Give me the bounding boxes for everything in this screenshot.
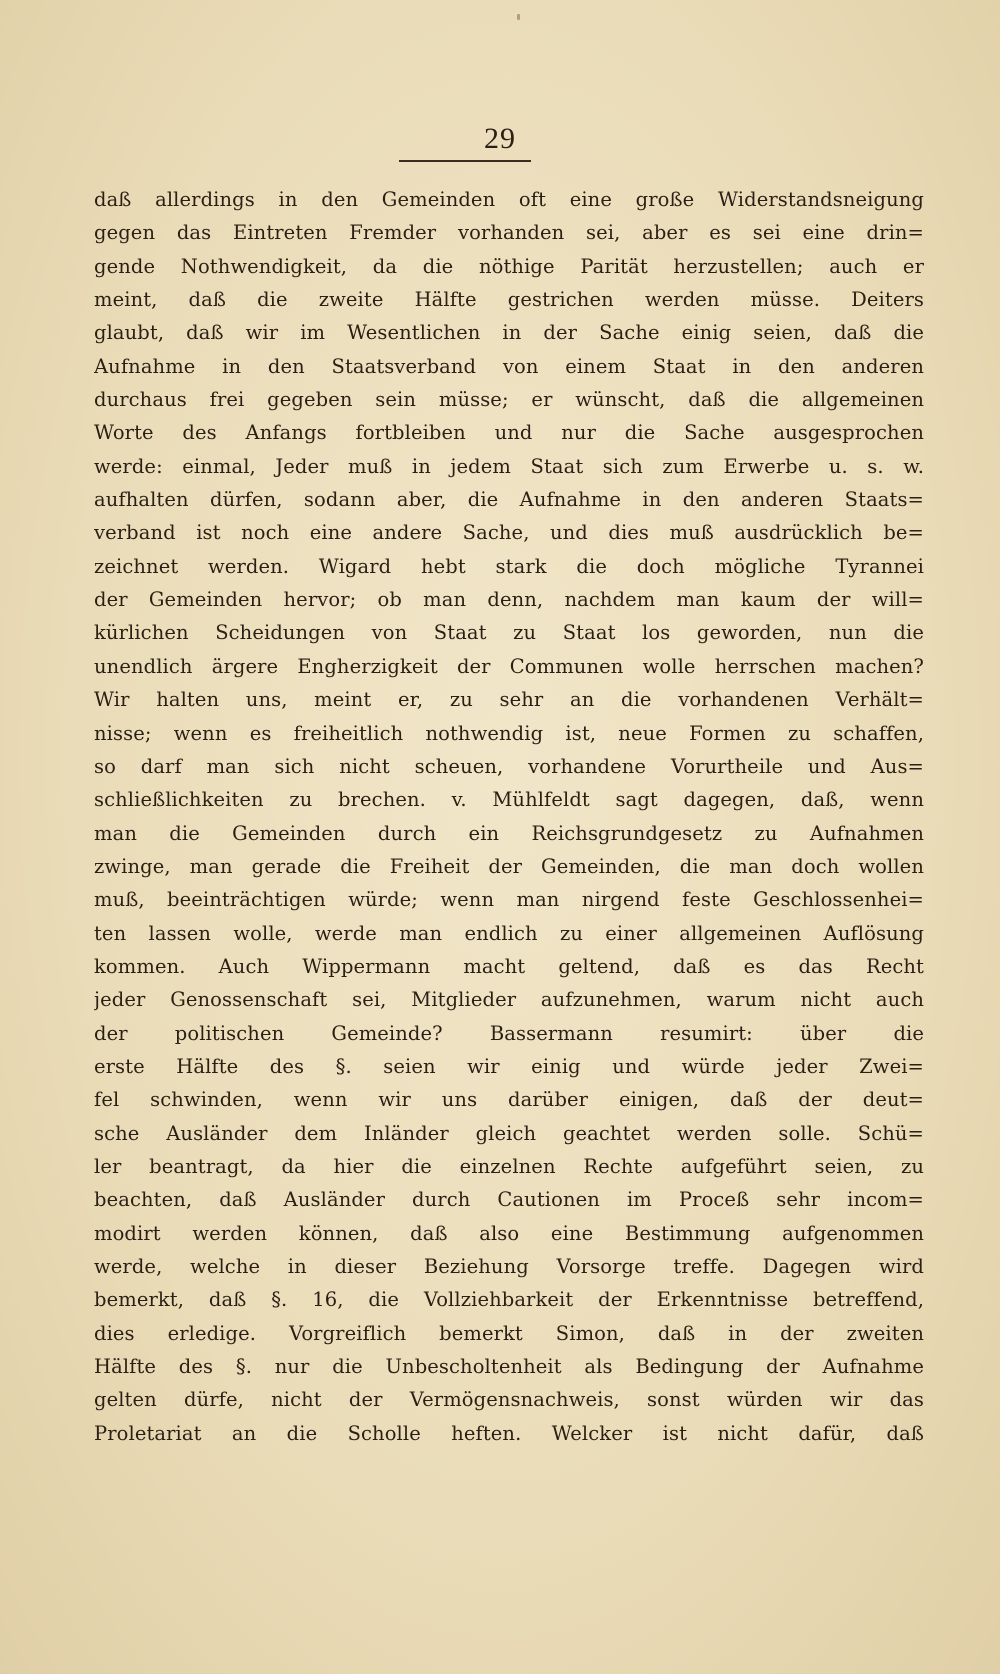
text-line: ler beantragt, da hier die einzelnen Rechte aufgeführt seien, zu	[94, 1154, 924, 1178]
text-line: meint, daß die zweite Hälfte gestrichen werden müsse. Deiters	[94, 288, 924, 312]
text-line: der politischen Gemeinde? Bassermann resumirt: über die	[94, 1021, 924, 1045]
text-line: aufhalten dürfen, sodann aber, die Aufnahme in den anderen Staats=	[94, 488, 924, 512]
text-line: Aufnahme in den Staatsverband von einem Staat in den anderen	[94, 354, 924, 378]
text-line: gende Nothwendigkeit, da die nöthige Parität herzustellen; auch er	[94, 254, 924, 278]
text-line: daß allerdings in den Gemeinden oft eine große Widerstandsneigung	[94, 188, 924, 211]
text-line: nisse; wenn es freiheitlich nothwendig ist, neue Formen zu schaffen,	[94, 721, 924, 745]
text-line: zwinge, man gerade die Freiheit der Gemeinden, die man doch wollen	[94, 854, 924, 878]
text-line: werde, welche in dieser Beziehung Vorsorge treffe. Dagegen wird	[94, 1255, 924, 1278]
text-line: durchaus frei gegeben sein müsse; er wünscht, daß die allgemeinen	[94, 388, 924, 412]
text-line: bemerkt, daß §. 16, die Vollziehbarkeit der Erkenntnisse betreffend,	[94, 1288, 924, 1312]
text-line: sche Ausländer dem Inländer gleich geachtet werden solle. Schü=	[94, 1121, 924, 1145]
text-line: der Gemeinden hervor; ob man denn, nachdem man kaum der will=	[94, 588, 924, 612]
text-line: fel schwinden, wenn wir uns darüber einigen, daß der deut=	[94, 1088, 924, 1112]
text-line: kommen. Auch Wippermann macht geltend, daß es das Recht	[94, 954, 924, 978]
text-line: zeichnet werden. Wigard hebt stark die doch mögliche Tyrannei	[94, 554, 924, 578]
text-line: Worte des Anfangs fortbleiben und nur die Sache ausgesprochen	[94, 421, 924, 445]
text-line: man die Gemeinden durch ein Reichsgrundgesetz zu Aufnahmen	[94, 821, 924, 845]
text-line: schließlichkeiten zu brechen. v. Mühlfeldt sagt dagegen, daß, wenn	[94, 788, 924, 812]
text-line: erste Hälfte des §. seien wir einig und würde jeder Zwei=	[94, 1054, 924, 1078]
text-line: gelten dürfe, nicht der Vermögensnachweis, sonst würden wir das	[94, 1388, 924, 1412]
text-line: beachten, daß Ausländer durch Cautionen im Proceß sehr incom=	[94, 1188, 924, 1212]
text-line: Proletariat an die Scholle heften. Welcker ist nicht dafür, daß	[94, 1421, 924, 1445]
body-text	[94, 183, 924, 1450]
text-line: Wir halten uns, meint er, zu sehr an die vorhandenen Verhält=	[94, 688, 924, 712]
text-line: modirt werden können, daß also eine Bestimmung aufgenommen	[94, 1221, 924, 1245]
paper-speck	[517, 14, 520, 20]
text-line: unendlich ärgere Engherzigkeit der Communen wolle herrschen machen?	[94, 654, 924, 678]
text-line: verband ist noch eine andere Sache, und dies muß ausdrücklich be=	[94, 521, 924, 545]
text-line: dies erledige. Vorgreiflich bemerkt Simon, daß in der zweiten	[94, 1321, 924, 1345]
text-line: werde: einmal, Jeder muß in jedem Staat sich zum Erwerbe u. s. w.	[94, 454, 924, 478]
text-line: Hälfte des §. nur die Unbescholtenheit als Bedingung der Aufnahme	[94, 1355, 924, 1379]
header-rule	[399, 160, 531, 162]
text-line: jeder Genossenschaft sei, Mitglieder aufzunehmen, warum nicht auch	[94, 988, 924, 1012]
text-line: muß, beeinträchtigen würde; wenn man nirgend feste Geschlossenhei=	[94, 888, 924, 912]
text-line: kürlichen Scheidungen von Staat zu Staat los geworden, nun die	[94, 621, 924, 645]
text-line: so darf man sich nicht scheuen, vorhandene Vorurtheile und Aus=	[94, 754, 924, 778]
text-line: glaubt, daß wir im Wesentlichen in der Sache einig seien, daß die	[94, 321, 924, 345]
text-line: gegen das Eintreten Fremder vorhanden sei, aber es sei eine drin=	[94, 221, 924, 245]
page-number: 29	[484, 122, 516, 155]
text-line: ten lassen wolle, werde man endlich zu einer allgemeinen Auflösung	[94, 921, 924, 945]
